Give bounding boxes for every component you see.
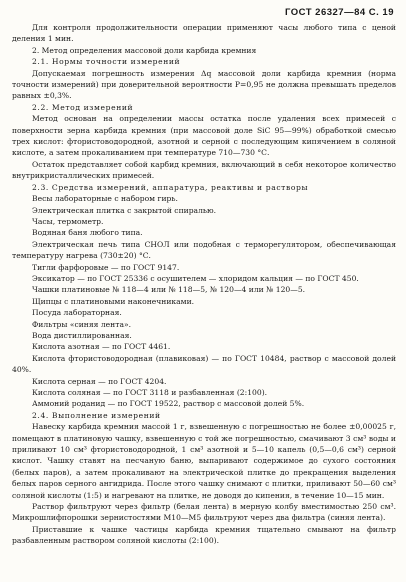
paragraph: 2.4. Выполнение измерений: [32, 410, 161, 420]
paragraph: Метод основан на определении массы остатка после удаления всех примесей с поверхности зерна карбида кремния (при массовой доле SiC 95—99%) обработкой смесью трех кислот: фтористоводородной, азотной и серной с последующим кипячением в соляной кислоте, а затем прокаливанием при температуре 710—730 °С.: [12, 114, 396, 158]
paragraph: Чашки платиновые № 118—4 или № 118—5, № 120—4 или № 120—5.: [32, 285, 306, 295]
paragraph: Эксикатор — по ГОСТ 25336 с осушителем — хлоридом кальция — по ГОСТ 450.: [32, 273, 359, 283]
page-header: ГОСТ 26327—84 С. 19: [284, 7, 394, 18]
paragraph: Часы, термометр.: [32, 216, 104, 226]
paragraph: Кислота азотная — по ГОСТ 4461.: [32, 342, 171, 352]
paragraph: 2.1. Нормы точности измерений: [32, 57, 181, 67]
paragraph: Приставшие к чашке частицы карбида кремния тщательно смывают на фильтр разбавленным раствором соляной кислоты (2:100).: [12, 524, 396, 546]
paragraph: Кислота фтористоводородная (плавиковая) — по ГОСТ 10484, раствор с массовой долей 40%.: [12, 353, 396, 375]
paragraph: Посуда лабораторная.: [32, 308, 122, 318]
paragraph: Щипцы с платиновыми наконечниками.: [32, 296, 195, 306]
paragraph: Тигли фарфоровые — по ГОСТ 9147.: [32, 262, 180, 272]
paragraph: Аммоний роданид — по ГОСТ 19522, раствор с массовой долей 5%.: [32, 399, 305, 409]
paragraph: Допускаемая погрешность измерения Δq массовой доли карбида кремния (норма точности измерений) при доверительной вероятности P=0,95 не должна превышать пределов равных ±0,3%.: [12, 68, 396, 101]
document-body: [12, 22, 396, 547]
paragraph: Электрическая плитка с закрытой спиралью.: [32, 205, 217, 215]
paragraph: Кислота серная — по ГОСТ 4204.: [32, 376, 167, 386]
paragraph: Навеску карбида кремния массой 1 г, взвешенную с погрешностью не более ±0,00025 г, помещают в платиновую чашку, взвешенную с той же погрешностью, смачивают 3 см³ воды и приливают 10 см³ фтористоводородной, 1 см³ азотной и 5—10 капель (0,5—0,6 см³) серной кислот. Чашку ставят на песчаную баню, выпаривают содержимое до сухого состояния (белых паров), а затем прокаливают на электрической плитке до прекращения выделения белых паров серного ангидрида. После этого чашку снимают с плитки, приливают 50—60 см³ соляной кислоты (1:5) и нагревают на плитке, не доводя до кипения, в течение 10—15 мин.: [12, 422, 396, 500]
paragraph: Фильтры «синяя лента».: [32, 319, 132, 329]
paragraph: Водяная баня любого типа.: [32, 228, 143, 238]
paragraph: Весы лабораторные с набором гирь.: [32, 194, 178, 204]
paragraph: 2.2. Метод измерений: [32, 102, 134, 112]
paragraph: Остаток представляет собой карбид кремния, включающий в себя некоторое количество внутрикристаллических примесей.: [12, 159, 396, 181]
paragraph: 2. Метод определения массовой доли карбида кремния: [32, 45, 257, 55]
paragraph: Для контроля продолжительности операции применяют часы любого типа с ценой деления 1 мин.: [12, 23, 396, 44]
paragraph: Вода дистиллированная.: [32, 330, 132, 340]
paragraph: 2.3. Средства измерений, аппаратура, реактивы и растворы: [32, 182, 309, 192]
paragraph: Электрическая печь типа СНОЛ или подобная с терморегулятором, обеспечивающая температуру нагрева (730±20) °С.: [12, 239, 396, 261]
paragraph: Раствор фильтруют через фильтр (белая лента) в мерную колбу вместимостью 250 см³. Микрошлифпорошки зернистостями М10—М5 фильтруют через два фильтра (синяя лента).: [12, 502, 396, 523]
paragraph: Кислота соляная — по ГОСТ 3118 и разбавленная (2:100).: [32, 388, 268, 397]
